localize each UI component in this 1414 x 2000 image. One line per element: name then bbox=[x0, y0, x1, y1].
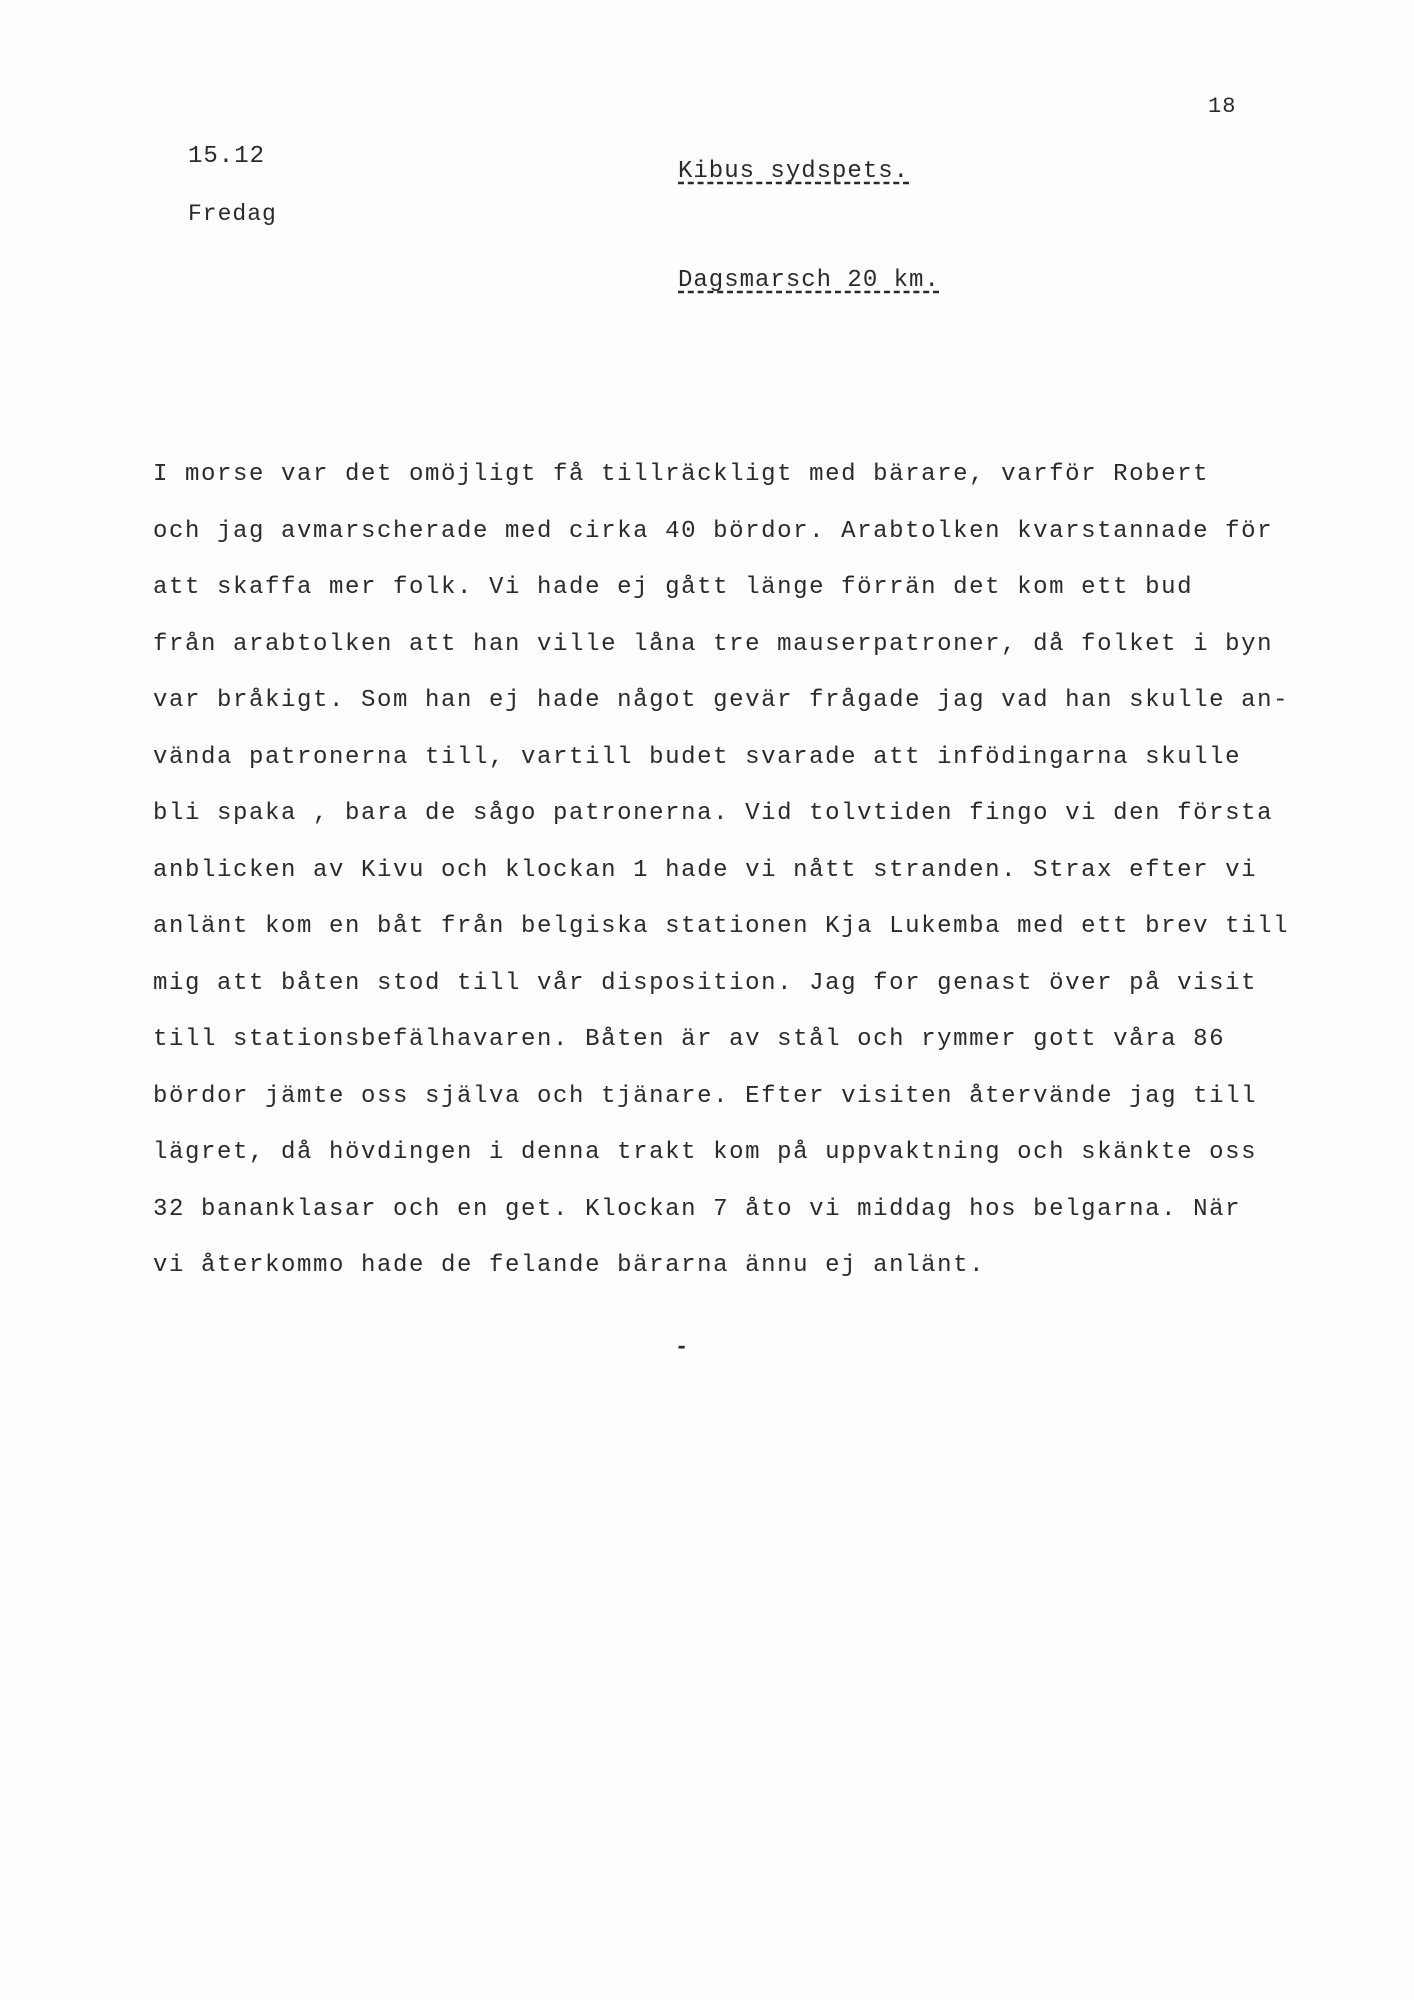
entry-location-heading: Kibus sydspets. bbox=[678, 158, 910, 185]
page-number: 18 bbox=[1208, 94, 1237, 119]
entry-date: 15.12 bbox=[188, 143, 266, 170]
text-line: bli spaka , bara de sågo patronerna. Vid tolvtiden fingo vi den första bbox=[153, 800, 1274, 827]
text-line: anblicken av Kivu och klockan 1 hade vi nått stranden. Strax efter vi bbox=[153, 856, 1258, 884]
closing-dash: - bbox=[675, 1335, 689, 1360]
text-line: 32 bananklasar och en get. Klockan 7 åto vi middag hos belgarna. När bbox=[153, 1195, 1242, 1223]
text-line: vi återkommo hade de felande bärarna ännu ej anlänt. bbox=[153, 1252, 986, 1279]
daily-march-heading: Dagsmarsch 20 km. bbox=[678, 267, 940, 294]
diary-entry-text bbox=[153, 447, 1383, 1295]
text-line: mig att båten stod till vår disposition. Jag for genast över på visit bbox=[153, 969, 1258, 997]
text-line: bördor jämte oss själva och tjänare. Efter visiten återvände jag till bbox=[153, 1082, 1258, 1110]
text-line: anlänt kom en båt från belgiska stationen Kja Lukemba med ett brev till bbox=[153, 913, 1290, 940]
text-line: vända patronerna till, vartill budet svarade att infödingarna skulle bbox=[153, 743, 1242, 771]
entry-weekday: Fredag bbox=[188, 201, 277, 227]
text-line: var bråkigt. Som han ej hade något gevär frågade jag vad han skulle an- bbox=[153, 687, 1290, 714]
text-line: och jag avmarscherade med cirka 40 bördor. Arabtolken kvarstannade för bbox=[153, 517, 1274, 545]
text-line: från arabtolken att han ville låna tre mauserpatroner, då folket i byn bbox=[153, 630, 1274, 658]
text-line: till stationsbefälhavaren. Båten är av stål och rymmer gott våra 86 bbox=[153, 1026, 1226, 1053]
text-line: lägret, då hövdingen i denna trakt kom på uppvaktning och skänkte oss bbox=[153, 1139, 1258, 1166]
text-line: att skaffa mer folk. Vi hade ej gått länge förrän det kom ett bud bbox=[153, 574, 1194, 601]
text-line: I morse var det omöjligt få tillräckligt med bärare, varför Robert bbox=[153, 461, 1210, 488]
